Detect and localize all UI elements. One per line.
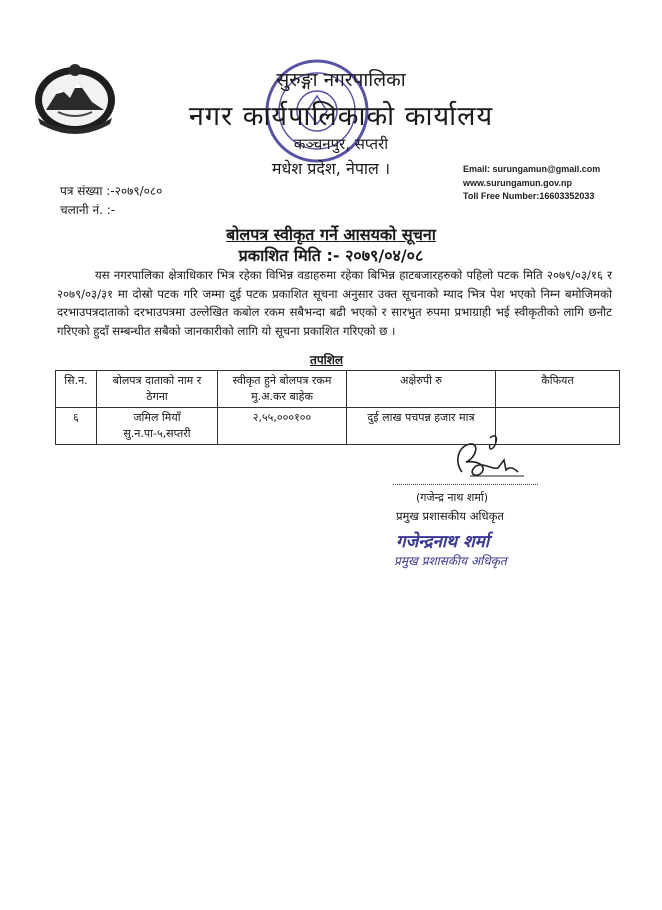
bidder-address: सु.न.पा-५,सप्तरी [123, 427, 191, 440]
signatory-designation: प्रमुख प्रशासकीय अधिकृत [396, 509, 504, 523]
dispatch-number: चलानी नं. :- [60, 203, 116, 217]
notice-body: यस नगरपालिका क्षेत्राधिकार भित्र रहेका विभिन्न वडाहरुमा रहेका बिभिन्न हाटबजारहरुको पहिलो पटक मिति २०७९/०३/१६ र २०७९/०३/३१ मा दोस्रो पटक गरि जम्मा दुई पटक प्रकाशित सूचना अनुसार उक्त सूचनाको म्याद भित्र पेश भएको निम्न बमोजिमको दरभाउपत्रदाताको दरभाउपत्रमा उल्लेखित कबोल रकम सबैभन्दा बढी भएको र सारभुत रुपमा प्रभाग्राही भई स्वीकृतीको लागि छनौट गरिएको हुदाँ सम्बन्धीत सबैको जानकारीको लागि यो सूचना प्रकाशित गरिएको छ । [57, 268, 612, 338]
header-sn: सि.न. [56, 371, 97, 408]
letter-number: पत्र संख्या :-२०७९/०८० [60, 184, 163, 198]
bid-table [55, 370, 620, 445]
tollfree-text: Toll Free Number:16603352033 [463, 191, 595, 201]
stamp-name: गजेन्द्रनाथ शर्मा [396, 532, 490, 552]
bidder-name: जमिल मियाँ [133, 411, 181, 424]
contact-block [463, 163, 600, 204]
district-name: कञ्चनपुर, सप्तरी [293, 135, 389, 153]
email-text: Email: surungamun@gmail.com [463, 164, 601, 174]
stamp-designation: प्रमुख प्रशासकीय अधिकृत [394, 554, 507, 568]
notice-title-text: बोलपत्र स्वीकृत गर्ने आसयको सूचना [226, 225, 436, 244]
header-bidder: बोलपत्र दाताको नाम र ठेगना [97, 371, 218, 408]
published-date: प्रकाशित मिति :- २०७९/०४/०८ [238, 246, 424, 265]
province-name: मधेश प्रदेश, नेपाल । [271, 159, 391, 178]
signature-line [393, 484, 538, 485]
header-remarks: कैफियत [496, 371, 620, 408]
table-header-row [56, 371, 620, 408]
cell-amount: २,५५,०००१०० [218, 408, 347, 445]
cell-bidder [97, 408, 218, 445]
table-caption: तपशिल [310, 353, 344, 367]
cell-sn: ६ [56, 408, 97, 445]
table-row [56, 408, 620, 445]
signatory-name: (गजेन्द्र नाथ शर्मा) [416, 491, 489, 504]
office-name: नगर कार्यपालिकाको कार्यालय [188, 101, 494, 132]
website-link[interactable]: www.surungamun.gov.np [463, 177, 572, 188]
notice-title [0, 223, 662, 245]
header-amount: स्वीकृत हुने बोलपत्र रकम मु.अ.कर बाहेक [218, 371, 347, 408]
header-in-words: अक्षेरुपी रु [347, 371, 496, 408]
signature-icon [440, 432, 530, 482]
municipality-name: सुरुङ्गा नगरपालिका [276, 69, 406, 91]
cell-in-words: दुई लाख पचपन्न हजार मात्र [347, 408, 496, 445]
